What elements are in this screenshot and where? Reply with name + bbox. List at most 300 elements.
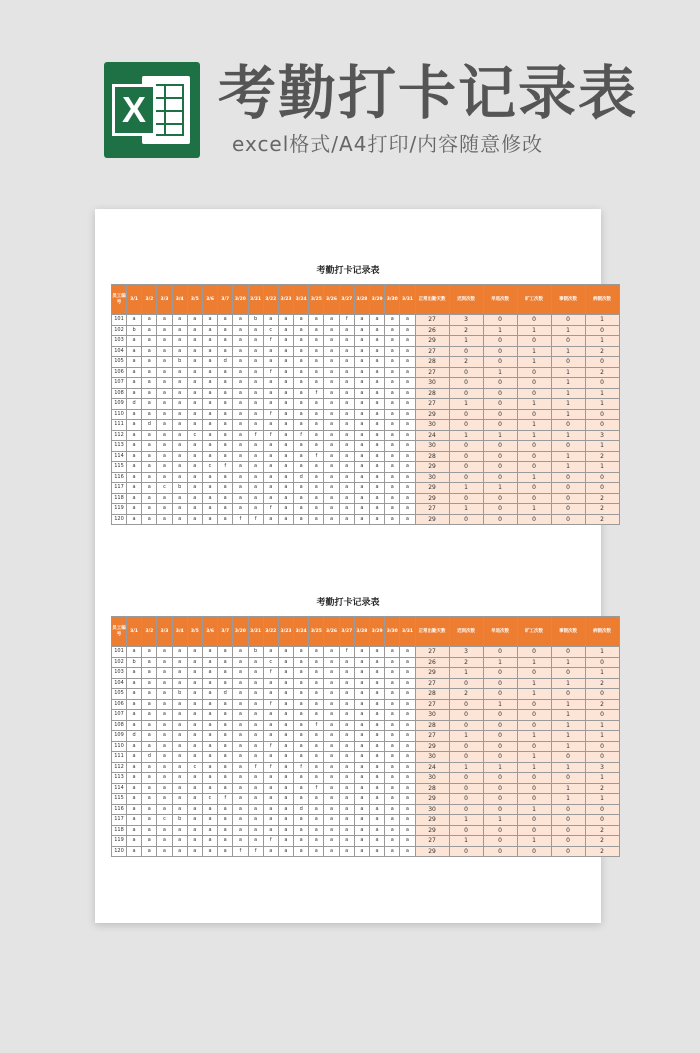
attendance-cell: a <box>172 451 187 462</box>
attendance-cell: a <box>294 357 309 368</box>
attendance-cell: a <box>324 409 339 420</box>
summary-cell: 1 <box>551 762 585 773</box>
summary-cell: 1 <box>551 367 585 378</box>
summary-cell: 1 <box>449 430 483 441</box>
attendance-cell: a <box>339 678 354 689</box>
summary-cell: 1 <box>483 762 517 773</box>
summary-cell: 29 <box>415 493 449 504</box>
summary-cell: 27 <box>415 315 449 326</box>
attendance-cell: f <box>263 336 278 347</box>
summary-cell: 0 <box>551 804 585 815</box>
attendance-cell: a <box>142 493 157 504</box>
column-header-summary: 迟到次数 <box>449 617 483 647</box>
attendance-cell: f <box>248 430 263 441</box>
attendance-cell: a <box>127 783 142 794</box>
column-header-date: 3/7 <box>218 617 233 647</box>
attendance-cell: a <box>248 815 263 826</box>
attendance-cell: f <box>263 741 278 752</box>
summary-cell: 27 <box>415 367 449 378</box>
attendance-cell: a <box>263 388 278 399</box>
attendance-cell: a <box>400 836 415 847</box>
summary-cell: 0 <box>517 846 551 857</box>
summary-cell: 1 <box>585 668 619 679</box>
attendance-cell: a <box>294 493 309 504</box>
attendance-cell: a <box>339 346 354 357</box>
attendance-cell: f <box>263 668 278 679</box>
attendance-cell: a <box>324 420 339 431</box>
attendance-cell: a <box>127 710 142 721</box>
attendance-cell: a <box>354 783 369 794</box>
attendance-cell: c <box>157 815 172 826</box>
attendance-cell: a <box>385 783 400 794</box>
attendance-cell: a <box>172 315 187 326</box>
table-row <box>112 325 620 336</box>
summary-cell: 27 <box>415 699 449 710</box>
attendance-cell: a <box>172 710 187 721</box>
attendance-cell: a <box>233 825 248 836</box>
employee-id-cell: 105 <box>112 357 127 368</box>
attendance-cell: a <box>294 441 309 452</box>
attendance-cell: a <box>248 409 263 420</box>
column-header-summary: 正常出勤天数 <box>415 285 449 315</box>
attendance-cell: a <box>218 399 233 410</box>
attendance-cell: a <box>339 699 354 710</box>
attendance-cell: a <box>142 678 157 689</box>
attendance-cell: a <box>278 783 293 794</box>
attendance-cell: a <box>172 773 187 784</box>
attendance-cell: a <box>172 783 187 794</box>
attendance-cell: a <box>263 815 278 826</box>
summary-cell: 0 <box>551 836 585 847</box>
attendance-cell: d <box>142 420 157 431</box>
attendance-cell: a <box>218 346 233 357</box>
attendance-cell: a <box>370 315 385 326</box>
summary-cell: 1 <box>517 325 551 336</box>
attendance-cell: a <box>400 741 415 752</box>
summary-cell: 1 <box>585 336 619 347</box>
attendance-cell: a <box>385 504 400 515</box>
summary-cell: 0 <box>551 514 585 525</box>
attendance-cell: a <box>370 836 385 847</box>
table-row <box>112 399 620 410</box>
summary-cell: 0 <box>585 483 619 494</box>
attendance-cell: f <box>339 647 354 658</box>
attendance-table <box>111 284 620 525</box>
attendance-cell: a <box>127 409 142 420</box>
attendance-cell: a <box>263 794 278 805</box>
attendance-cell: a <box>157 762 172 773</box>
attendance-cell: a <box>263 483 278 494</box>
summary-cell: 1 <box>449 762 483 773</box>
attendance-cell: a <box>202 451 217 462</box>
column-header-date: 3/26 <box>324 285 339 315</box>
attendance-cell: a <box>202 493 217 504</box>
attendance-cell: a <box>172 762 187 773</box>
summary-cell: 0 <box>449 846 483 857</box>
summary-cell: 29 <box>415 668 449 679</box>
summary-cell: 2 <box>585 678 619 689</box>
summary-cell: 29 <box>415 514 449 525</box>
attendance-cell: a <box>248 399 263 410</box>
attendance-cell: a <box>339 720 354 731</box>
employee-id-cell: 113 <box>112 441 127 452</box>
summary-cell: 1 <box>585 773 619 784</box>
attendance-cell: d <box>127 731 142 742</box>
attendance-cell: b <box>172 357 187 368</box>
attendance-cell: a <box>142 451 157 462</box>
summary-cell: 0 <box>585 420 619 431</box>
attendance-cell: a <box>339 483 354 494</box>
table-row <box>112 336 620 347</box>
attendance-cell: a <box>278 451 293 462</box>
summary-cell: 1 <box>449 731 483 742</box>
attendance-cell: a <box>127 699 142 710</box>
attendance-cell: a <box>127 430 142 441</box>
attendance-cell: d <box>294 804 309 815</box>
attendance-cell: a <box>370 462 385 473</box>
attendance-cell: f <box>218 462 233 473</box>
attendance-cell: a <box>385 441 400 452</box>
attendance-cell: f <box>309 388 324 399</box>
attendance-cell: a <box>202 657 217 668</box>
attendance-cell: a <box>142 325 157 336</box>
attendance-cell: a <box>187 409 202 420</box>
column-header-date: 3/20 <box>233 617 248 647</box>
summary-cell: 0 <box>449 514 483 525</box>
attendance-cell: c <box>157 483 172 494</box>
summary-cell: 29 <box>415 336 449 347</box>
attendance-cell: a <box>354 689 369 700</box>
summary-cell: 0 <box>449 493 483 504</box>
attendance-cell: a <box>157 493 172 504</box>
attendance-cell: a <box>278 336 293 347</box>
attendance-cell: a <box>248 451 263 462</box>
attendance-cell: a <box>324 483 339 494</box>
attendance-cell: a <box>278 357 293 368</box>
attendance-cell: a <box>187 472 202 483</box>
attendance-cell: a <box>309 846 324 857</box>
employee-id-cell: 107 <box>112 710 127 721</box>
attendance-cell: a <box>385 483 400 494</box>
column-header-date: 3/22 <box>263 617 278 647</box>
employee-id-cell: 109 <box>112 399 127 410</box>
employee-id-cell: 111 <box>112 752 127 763</box>
attendance-cell: a <box>172 804 187 815</box>
attendance-cell: a <box>339 773 354 784</box>
summary-cell: 1 <box>551 783 585 794</box>
attendance-cell: b <box>172 815 187 826</box>
attendance-cell: a <box>354 472 369 483</box>
attendance-cell: a <box>309 378 324 389</box>
attendance-cell: a <box>294 504 309 515</box>
attendance-cell: a <box>385 472 400 483</box>
attendance-cell: a <box>278 325 293 336</box>
attendance-cell: a <box>400 315 415 326</box>
attendance-cell: a <box>187 657 202 668</box>
attendance-cell: a <box>294 315 309 326</box>
summary-cell: 0 <box>483 720 517 731</box>
column-header-summary: 事假次数 <box>551 285 585 315</box>
table-row <box>112 794 620 805</box>
attendance-cell: a <box>400 451 415 462</box>
attendance-cell: a <box>370 710 385 721</box>
summary-cell: 2 <box>585 504 619 515</box>
attendance-cell: a <box>218 815 233 826</box>
attendance-cell: a <box>354 846 369 857</box>
attendance-cell: a <box>278 472 293 483</box>
attendance-cell: a <box>324 836 339 847</box>
attendance-cell: a <box>400 699 415 710</box>
column-header-summary: 正常出勤天数 <box>415 617 449 647</box>
attendance-cell: a <box>142 367 157 378</box>
attendance-cell: a <box>127 493 142 504</box>
attendance-cell: a <box>157 451 172 462</box>
attendance-cell: a <box>263 346 278 357</box>
column-header-date: 3/1 <box>127 285 142 315</box>
employee-id-cell: 115 <box>112 794 127 805</box>
attendance-cell: a <box>202 472 217 483</box>
attendance-cell: a <box>385 825 400 836</box>
summary-cell: 0 <box>551 815 585 826</box>
attendance-cell: a <box>354 678 369 689</box>
attendance-cell: a <box>370 430 385 441</box>
summary-cell: 30 <box>415 441 449 452</box>
attendance-cell: a <box>172 367 187 378</box>
summary-cell: 0 <box>517 699 551 710</box>
attendance-cell: a <box>142 741 157 752</box>
attendance-cell: a <box>294 752 309 763</box>
attendance-cell: a <box>218 388 233 399</box>
attendance-cell: a <box>172 668 187 679</box>
attendance-cell: a <box>309 794 324 805</box>
summary-cell: 0 <box>483 647 517 658</box>
summary-cell: 1 <box>551 794 585 805</box>
summary-cell: 1 <box>449 815 483 826</box>
attendance-cell: a <box>172 462 187 473</box>
column-header-date: 3/30 <box>385 617 400 647</box>
attendance-cell: a <box>294 514 309 525</box>
summary-cell: 0 <box>483 493 517 504</box>
attendance-cell: a <box>127 668 142 679</box>
attendance-cell: a <box>324 741 339 752</box>
attendance-cell: a <box>202 325 217 336</box>
summary-cell: 30 <box>415 420 449 431</box>
attendance-cell: a <box>370 846 385 857</box>
attendance-cell: a <box>278 699 293 710</box>
summary-cell: 1 <box>483 815 517 826</box>
column-header-summary: 事假次数 <box>551 617 585 647</box>
attendance-cell: f <box>309 451 324 462</box>
summary-cell: 1 <box>449 336 483 347</box>
summary-cell: 0 <box>551 825 585 836</box>
attendance-cell: a <box>172 472 187 483</box>
attendance-cell: a <box>172 846 187 857</box>
summary-cell: 1 <box>551 741 585 752</box>
attendance-cell: a <box>324 493 339 504</box>
attendance-cell: a <box>218 378 233 389</box>
attendance-cell: a <box>142 409 157 420</box>
attendance-cell: a <box>309 762 324 773</box>
attendance-cell: a <box>354 794 369 805</box>
attendance-cell: a <box>339 762 354 773</box>
attendance-cell: a <box>370 346 385 357</box>
attendance-cell: a <box>324 762 339 773</box>
attendance-cell: a <box>294 378 309 389</box>
attendance-cell: a <box>127 825 142 836</box>
employee-id-cell: 117 <box>112 815 127 826</box>
attendance-cell: f <box>218 794 233 805</box>
attendance-cell: a <box>354 483 369 494</box>
attendance-cell: a <box>294 462 309 473</box>
column-header-date: 3/6 <box>202 617 217 647</box>
attendance-cell: a <box>309 483 324 494</box>
attendance-cell: a <box>142 783 157 794</box>
summary-cell: 0 <box>585 357 619 368</box>
summary-cell: 1 <box>517 357 551 368</box>
employee-id-cell: 112 <box>112 762 127 773</box>
column-header-date: 3/5 <box>187 285 202 315</box>
attendance-cell: a <box>385 752 400 763</box>
attendance-cell: a <box>400 846 415 857</box>
summary-cell: 1 <box>517 420 551 431</box>
attendance-cell: a <box>278 315 293 326</box>
attendance-cell: a <box>127 388 142 399</box>
summary-cell: 1 <box>551 462 585 473</box>
attendance-cell: a <box>142 483 157 494</box>
banner <box>0 0 700 200</box>
attendance-cell: a <box>172 514 187 525</box>
attendance-cell: a <box>233 699 248 710</box>
attendance-cell: a <box>202 804 217 815</box>
summary-cell: 0 <box>483 336 517 347</box>
attendance-cell: b <box>127 325 142 336</box>
attendance-cell: a <box>385 741 400 752</box>
attendance-cell: a <box>370 689 385 700</box>
attendance-cell: a <box>339 336 354 347</box>
attendance-cell: a <box>218 678 233 689</box>
summary-cell: 0 <box>585 409 619 420</box>
attendance-cell: a <box>187 493 202 504</box>
column-header-date: 3/4 <box>172 285 187 315</box>
attendance-cell: a <box>233 720 248 731</box>
summary-cell: 0 <box>449 804 483 815</box>
summary-cell: 29 <box>415 483 449 494</box>
attendance-cell: b <box>248 315 263 326</box>
attendance-cell: a <box>142 804 157 815</box>
attendance-cell: a <box>339 846 354 857</box>
summary-cell: 0 <box>483 378 517 389</box>
attendance-cell: a <box>187 699 202 710</box>
attendance-cell: a <box>339 804 354 815</box>
attendance-cell: a <box>248 441 263 452</box>
attendance-cell: a <box>324 773 339 784</box>
attendance-cell: a <box>142 689 157 700</box>
attendance-cell: a <box>172 336 187 347</box>
attendance-cell: a <box>233 741 248 752</box>
summary-cell: 0 <box>449 794 483 805</box>
attendance-cell: a <box>233 409 248 420</box>
attendance-cell: a <box>157 325 172 336</box>
attendance-cell: d <box>142 752 157 763</box>
attendance-cell: a <box>263 420 278 431</box>
table-row <box>112 720 620 731</box>
attendance-cell: a <box>294 668 309 679</box>
column-header-date: 3/1 <box>127 617 142 647</box>
summary-cell: 0 <box>449 752 483 763</box>
attendance-cell: a <box>202 836 217 847</box>
summary-cell: 0 <box>449 378 483 389</box>
column-header-date: 3/22 <box>263 285 278 315</box>
table-row <box>112 493 620 504</box>
attendance-cell: a <box>339 441 354 452</box>
summary-cell: 0 <box>517 815 551 826</box>
column-header-date: 3/25 <box>309 285 324 315</box>
attendance-cell: a <box>400 472 415 483</box>
attendance-cell: a <box>187 367 202 378</box>
attendance-cell: a <box>263 773 278 784</box>
attendance-cell: a <box>309 430 324 441</box>
attendance-cell: a <box>218 741 233 752</box>
attendance-cell: f <box>248 762 263 773</box>
summary-cell: 1 <box>483 699 517 710</box>
table-row <box>112 752 620 763</box>
attendance-cell: a <box>142 846 157 857</box>
attendance-cell: a <box>187 752 202 763</box>
column-header-date: 3/26 <box>324 617 339 647</box>
attendance-cell: a <box>127 441 142 452</box>
attendance-cell: a <box>157 794 172 805</box>
attendance-cell: a <box>248 794 263 805</box>
attendance-cell: a <box>324 710 339 721</box>
attendance-cell: a <box>248 783 263 794</box>
attendance-cell: a <box>127 689 142 700</box>
attendance-cell: a <box>324 357 339 368</box>
attendance-cell: a <box>233 378 248 389</box>
attendance-cell: a <box>278 741 293 752</box>
attendance-cell: f <box>263 409 278 420</box>
attendance-cell: a <box>187 836 202 847</box>
summary-cell: 1 <box>517 731 551 742</box>
attendance-cell: a <box>309 825 324 836</box>
summary-cell: 0 <box>517 783 551 794</box>
attendance-cell: a <box>142 346 157 357</box>
attendance-cell: a <box>339 493 354 504</box>
attendance-cell: a <box>187 647 202 658</box>
summary-cell: 2 <box>585 514 619 525</box>
summary-cell: 28 <box>415 689 449 700</box>
summary-cell: 0 <box>551 668 585 679</box>
summary-cell: 28 <box>415 783 449 794</box>
summary-cell: 2 <box>585 846 619 857</box>
employee-id-cell: 112 <box>112 430 127 441</box>
attendance-cell: a <box>385 409 400 420</box>
column-header-date: 3/3 <box>157 617 172 647</box>
attendance-cell: a <box>233 336 248 347</box>
attendance-cell: a <box>187 846 202 857</box>
attendance-cell: a <box>157 720 172 731</box>
employee-id-cell: 110 <box>112 409 127 420</box>
attendance-cell: a <box>218 451 233 462</box>
attendance-cell: a <box>370 783 385 794</box>
attendance-cell: a <box>385 420 400 431</box>
summary-cell: 29 <box>415 741 449 752</box>
summary-cell: 2 <box>585 451 619 462</box>
attendance-cell: a <box>202 752 217 763</box>
table-row <box>112 783 620 794</box>
attendance-cell: a <box>278 388 293 399</box>
summary-cell: 1 <box>551 731 585 742</box>
attendance-cell: a <box>354 741 369 752</box>
